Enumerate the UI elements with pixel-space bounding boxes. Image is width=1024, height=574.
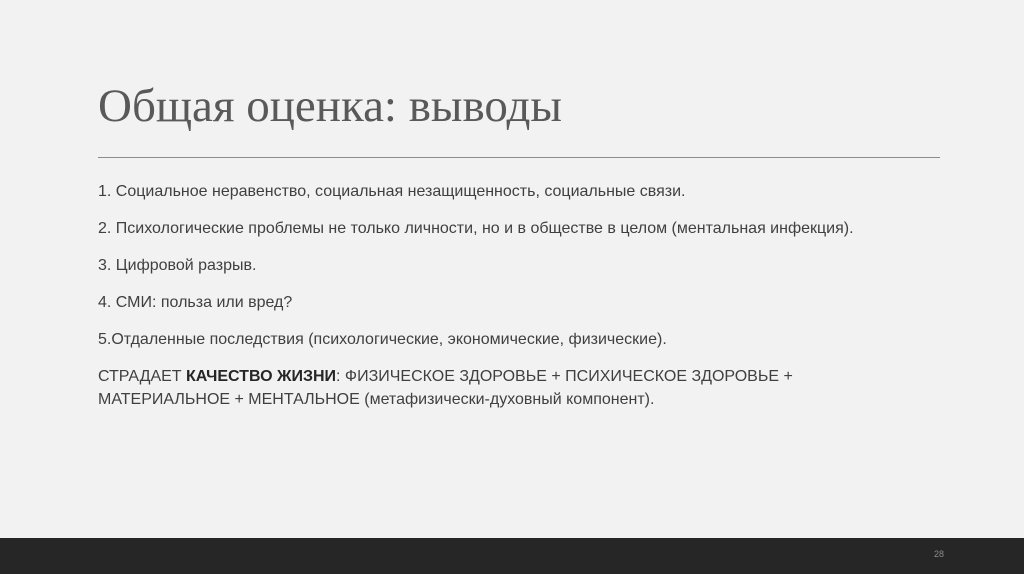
summary-emphasis: КАЧЕСТВО ЖИЗНИ [186,368,337,385]
slide-title: Общая оценка: выводы [98,80,563,132]
title-divider [98,157,940,158]
summary-paragraph [98,365,898,411]
footer-bar [0,538,1024,574]
list-item-3: 3. Цифровой разрыв. [98,257,257,274]
list-item-2: 2. Психологические проблемы не только личности, но и в обществе в целом (ментальная инфекция). [98,220,854,237]
page-number: 28 [933,549,944,559]
list-item-1: 1. Социальное неравенство, социальная незащищенность, социальные связи. [98,183,686,200]
summary-prefix: СТРАДАЕТ [98,368,186,385]
list-item-5: 5.Отдаленные последствия (психологические, экономические, физические). [98,331,667,348]
summary-suffix: : ФИЗИЧЕСКОЕ ЗДОРОВЬЕ + ПСИХИЧЕСКОЕ ЗДОРОВЬЕ + МАТЕРИАЛЬНОЕ + МЕНТАЛЬНОЕ (метафизически-духовный компонент). [98,368,793,408]
list-item-4: 4. СМИ: польза или вред? [98,294,293,311]
slide-content [98,180,898,425]
